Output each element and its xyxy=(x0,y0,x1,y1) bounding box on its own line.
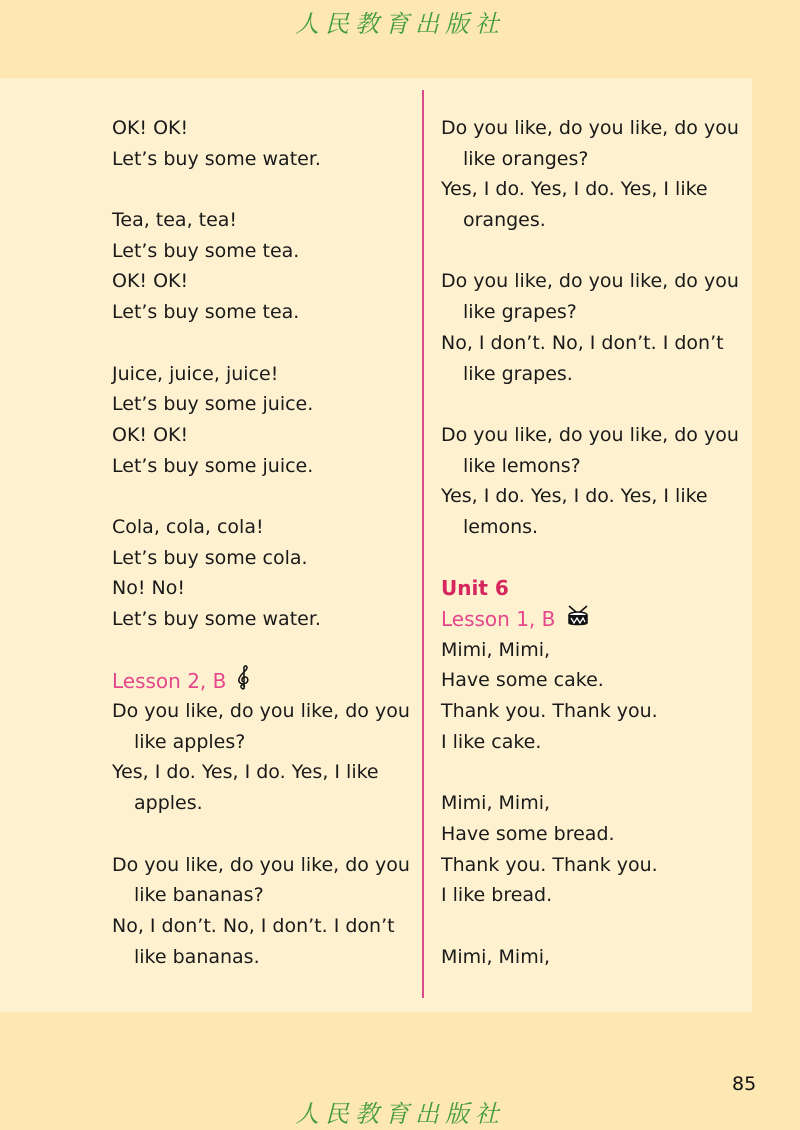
text-line: Have some cake. xyxy=(441,669,604,692)
text-line: Yes, I do. Yes, I do. Yes, I like xyxy=(441,485,708,508)
text-line: Juice, juice, juice! xyxy=(112,362,279,385)
treble-clef-icon xyxy=(237,665,251,700)
text-line: Let’s buy some juice. xyxy=(112,454,314,477)
text-line: Let’s buy some juice. xyxy=(112,393,314,416)
text-line: I like cake. xyxy=(441,730,542,753)
text-line: Do you like, do you like, do you xyxy=(441,117,739,139)
text-line: Do you like, do you like, do you xyxy=(112,853,410,876)
text-line: Cola, cola, cola! xyxy=(112,515,264,538)
unit-heading: Unit 6 xyxy=(441,576,509,601)
text-line: Yes, I do. Yes, I do. Yes, I like xyxy=(441,178,708,201)
lesson-heading xyxy=(112,665,412,696)
text-line: Mimi, Mimi, xyxy=(441,945,551,968)
left-column xyxy=(112,113,412,972)
text-line: OK! OK! xyxy=(112,423,189,446)
text-line: Let’s buy some tea. xyxy=(112,301,300,324)
text-line: Let’s buy some tea. xyxy=(112,239,300,262)
text-line: OK! OK! xyxy=(112,270,189,293)
text-line: like oranges? xyxy=(463,147,589,170)
text-line: oranges. xyxy=(463,209,546,232)
text-line: No, I don’t. No, I don’t. I don’t xyxy=(441,331,724,354)
text-line: Yes, I do. Yes, I do. Yes, I like xyxy=(112,761,379,784)
text-line: Mimi, Mimi, xyxy=(441,638,551,661)
text-line: Do you like, do you like, do you xyxy=(441,423,739,446)
text-line: Have some bread. xyxy=(441,822,615,845)
publisher-watermark-top: 人民教育出版社 xyxy=(295,10,505,38)
text-line: I like bread. xyxy=(441,884,553,907)
drum-icon xyxy=(566,604,590,637)
text-line: Do you like, do you like, do you xyxy=(112,700,410,723)
text-line: Let’s buy some water. xyxy=(112,147,321,170)
text-line: Thank you. Thank you. xyxy=(441,700,658,723)
right-column xyxy=(441,113,746,972)
text-line: like grapes? xyxy=(463,301,577,324)
text-line: like lemons? xyxy=(463,454,581,477)
text-line: like bananas. xyxy=(134,945,260,968)
text-line: like grapes. xyxy=(463,362,573,385)
text-line: Let’s buy some cola. xyxy=(112,546,308,569)
column-divider xyxy=(422,90,424,998)
text-line: Do you like, do you like, do you xyxy=(441,270,739,293)
text-line: like bananas? xyxy=(134,884,264,907)
text-line: Mimi, Mimi, xyxy=(441,792,551,815)
text-line: Tea, tea, tea! xyxy=(112,209,238,232)
lesson-heading-label: Lesson 2, B xyxy=(112,669,227,694)
text-line: lemons. xyxy=(463,515,539,538)
text-line: Thank you. Thank you. xyxy=(441,853,658,876)
lesson-heading-label: Lesson 1, B xyxy=(441,607,556,631)
publisher-watermark-bottom: 人民教育出版社 xyxy=(295,1100,505,1128)
text-line: OK! OK! xyxy=(112,117,189,139)
text-line: like apples? xyxy=(134,730,246,753)
text-line: No, I don’t. No, I don’t. I don’t xyxy=(112,914,395,937)
page-number: 85 xyxy=(732,1073,757,1095)
text-line: No! No! xyxy=(112,577,185,600)
text-line: apples. xyxy=(134,792,203,815)
text-line: Let’s buy some water. xyxy=(112,608,321,630)
lesson-heading xyxy=(441,604,746,635)
